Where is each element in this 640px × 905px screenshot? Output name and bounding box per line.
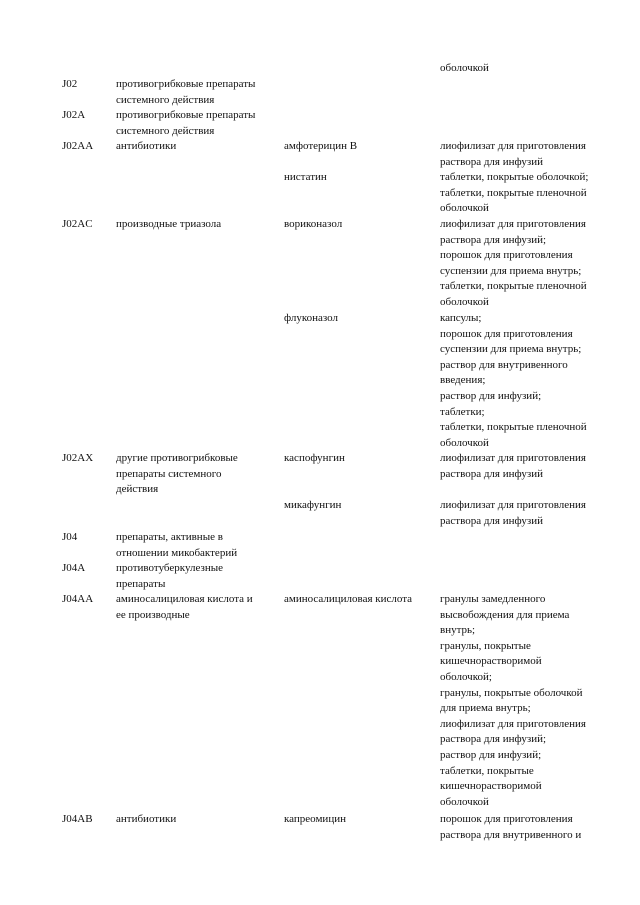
dosage-form-line: лиофилизат для приготовления: [440, 140, 586, 152]
atc-group-line: противотуберкулезные: [116, 562, 223, 574]
atc-group-cell: [116, 451, 276, 498]
dosage-form-cell: [440, 217, 636, 311]
dosage-form-line: таблетки, покрытые: [440, 764, 534, 777]
dosage-form-line: порошок для приготовления: [440, 249, 573, 262]
atc-code: J04A: [62, 562, 86, 574]
dosage-form-line: оболочкой: [440, 202, 489, 215]
atc-group-line: системного действия: [116, 124, 215, 137]
atc-group-line: препараты: [116, 577, 166, 590]
atc-group-line: ее производные: [116, 608, 190, 621]
atc-code: J02A: [62, 109, 86, 121]
dosage-form-cell: [440, 170, 636, 217]
atc-group-line: действия: [116, 483, 159, 496]
dosage-form-line: лиофилизат для приготовления: [440, 452, 586, 464]
atc-group-cell: [116, 139, 276, 155]
drug-name: нистатин: [284, 171, 327, 183]
dosage-form-line: лиофилизат для приготовления: [440, 717, 586, 730]
dosage-form-cell: [440, 498, 636, 529]
atc-group-line: противогрибковые препараты: [116, 78, 256, 90]
dosage-form-cell: [440, 139, 636, 170]
atc-group-cell: [116, 217, 276, 233]
dosage-form-line: кишечнорастворимой: [440, 655, 542, 668]
dosage-form-line: порошок для приготовления: [440, 327, 573, 340]
drug-name: вориконазол: [284, 218, 343, 230]
dosage-form-line: раствора для внутривенного и: [440, 828, 582, 841]
atc-group-line: антибиотики: [116, 813, 177, 825]
dosage-form-line: таблетки, покрытые оболочкой;: [440, 171, 589, 183]
atc-code: J02AA: [62, 140, 94, 152]
dosage-form-line: таблетки, покрытые пленочной: [440, 186, 587, 199]
dosage-form-cell: [440, 592, 636, 810]
dosage-form-line: суспензии для приема внутрь;: [440, 343, 582, 356]
dosage-form-cell: [440, 311, 636, 451]
dosage-form-line: таблетки;: [440, 405, 485, 418]
drug-name: аминосалициловая кислота: [284, 593, 413, 605]
dosage-form-line: раствора для инфузий: [440, 467, 543, 480]
dosage-form-line: раствора для инфузий;: [440, 733, 547, 746]
drug-name: каспофунгин: [284, 452, 345, 464]
dosage-form-cell: [440, 812, 636, 843]
dosage-form-line: капсулы;: [440, 312, 482, 324]
atc-group-cell: [116, 530, 276, 561]
dosage-form-line: лиофилизат для приготовления: [440, 499, 586, 511]
atc-group-cell: [116, 812, 276, 828]
drug-name: флуконазол: [284, 312, 339, 324]
atc-code: J04: [62, 531, 78, 543]
atc-group-line: препараты, активные в: [116, 531, 223, 543]
dosage-form-line: оболочкой: [440, 436, 489, 449]
atc-group-cell: [116, 592, 276, 623]
atc-code: J04AA: [62, 593, 94, 605]
drug-name: микафунгин: [284, 499, 342, 511]
atc-code: J02AX: [62, 452, 94, 464]
drug-name: амфотерицин В: [284, 140, 358, 152]
dosage-form-line: суспензии для приема внутрь;: [440, 264, 582, 277]
atc-group-line: аминосалициловая кислота и: [116, 593, 253, 605]
dosage-form-line: раствор для инфузий;: [440, 748, 542, 761]
dosage-form-line: высвобождения для приема: [440, 608, 570, 621]
dosage-form-line: раствора для инфузий: [440, 514, 543, 527]
dosage-form-cell: [440, 61, 636, 77]
drug-name: капреомицин: [284, 813, 346, 825]
atc-group-line: системного действия: [116, 93, 215, 106]
atc-group-line: препараты системного: [116, 467, 222, 480]
atc-code: J02AC: [62, 218, 93, 230]
dosage-form-line: таблетки, покрытые пленочной: [440, 280, 587, 293]
dosage-form-cell: [440, 451, 636, 482]
dosage-form-line: раствора для инфузий;: [440, 233, 547, 246]
dosage-form-line: гранулы, покрытые: [440, 639, 531, 652]
atc-code: J04AB: [62, 813, 93, 825]
dosage-form-line: внутрь;: [440, 624, 476, 637]
atc-code: J02: [62, 78, 78, 90]
atc-group-cell: [116, 561, 276, 592]
dosage-form-line: порошок для приготовления: [440, 813, 573, 825]
dosage-form-line: введения;: [440, 374, 486, 387]
atc-group-cell: [116, 77, 276, 108]
dosage-form-line: раствор для внутривенного: [440, 358, 568, 371]
atc-group-line: антибиотики: [116, 140, 177, 152]
atc-group-line: отношении микобактерий: [116, 546, 238, 559]
dosage-form-line: раствор для инфузий;: [440, 389, 542, 402]
dosage-form-line: лиофилизат для приготовления: [440, 218, 586, 230]
dosage-form-line: оболочкой: [440, 295, 489, 308]
atc-group-line: противогрибковые препараты: [116, 109, 256, 121]
dosage-form-line: гранулы замедленного: [440, 593, 546, 605]
dosage-form-line: гранулы, покрытые оболочкой: [440, 686, 583, 699]
dosage-form-line: раствора для инфузий: [440, 155, 543, 168]
dosage-form-line: для приема внутрь;: [440, 702, 531, 715]
dosage-form-line: оболочкой: [440, 795, 489, 808]
dosage-form-line: оболочкой: [440, 62, 489, 74]
atc-group-cell: [116, 108, 276, 139]
dosage-form-line: таблетки, покрытые пленочной: [440, 421, 587, 434]
dosage-form-line: оболочкой;: [440, 670, 492, 683]
atc-group-line: производные триазола: [116, 218, 222, 230]
atc-group-line: другие противогрибковые: [116, 452, 238, 464]
dosage-form-line: кишечнорастворимой: [440, 780, 542, 793]
